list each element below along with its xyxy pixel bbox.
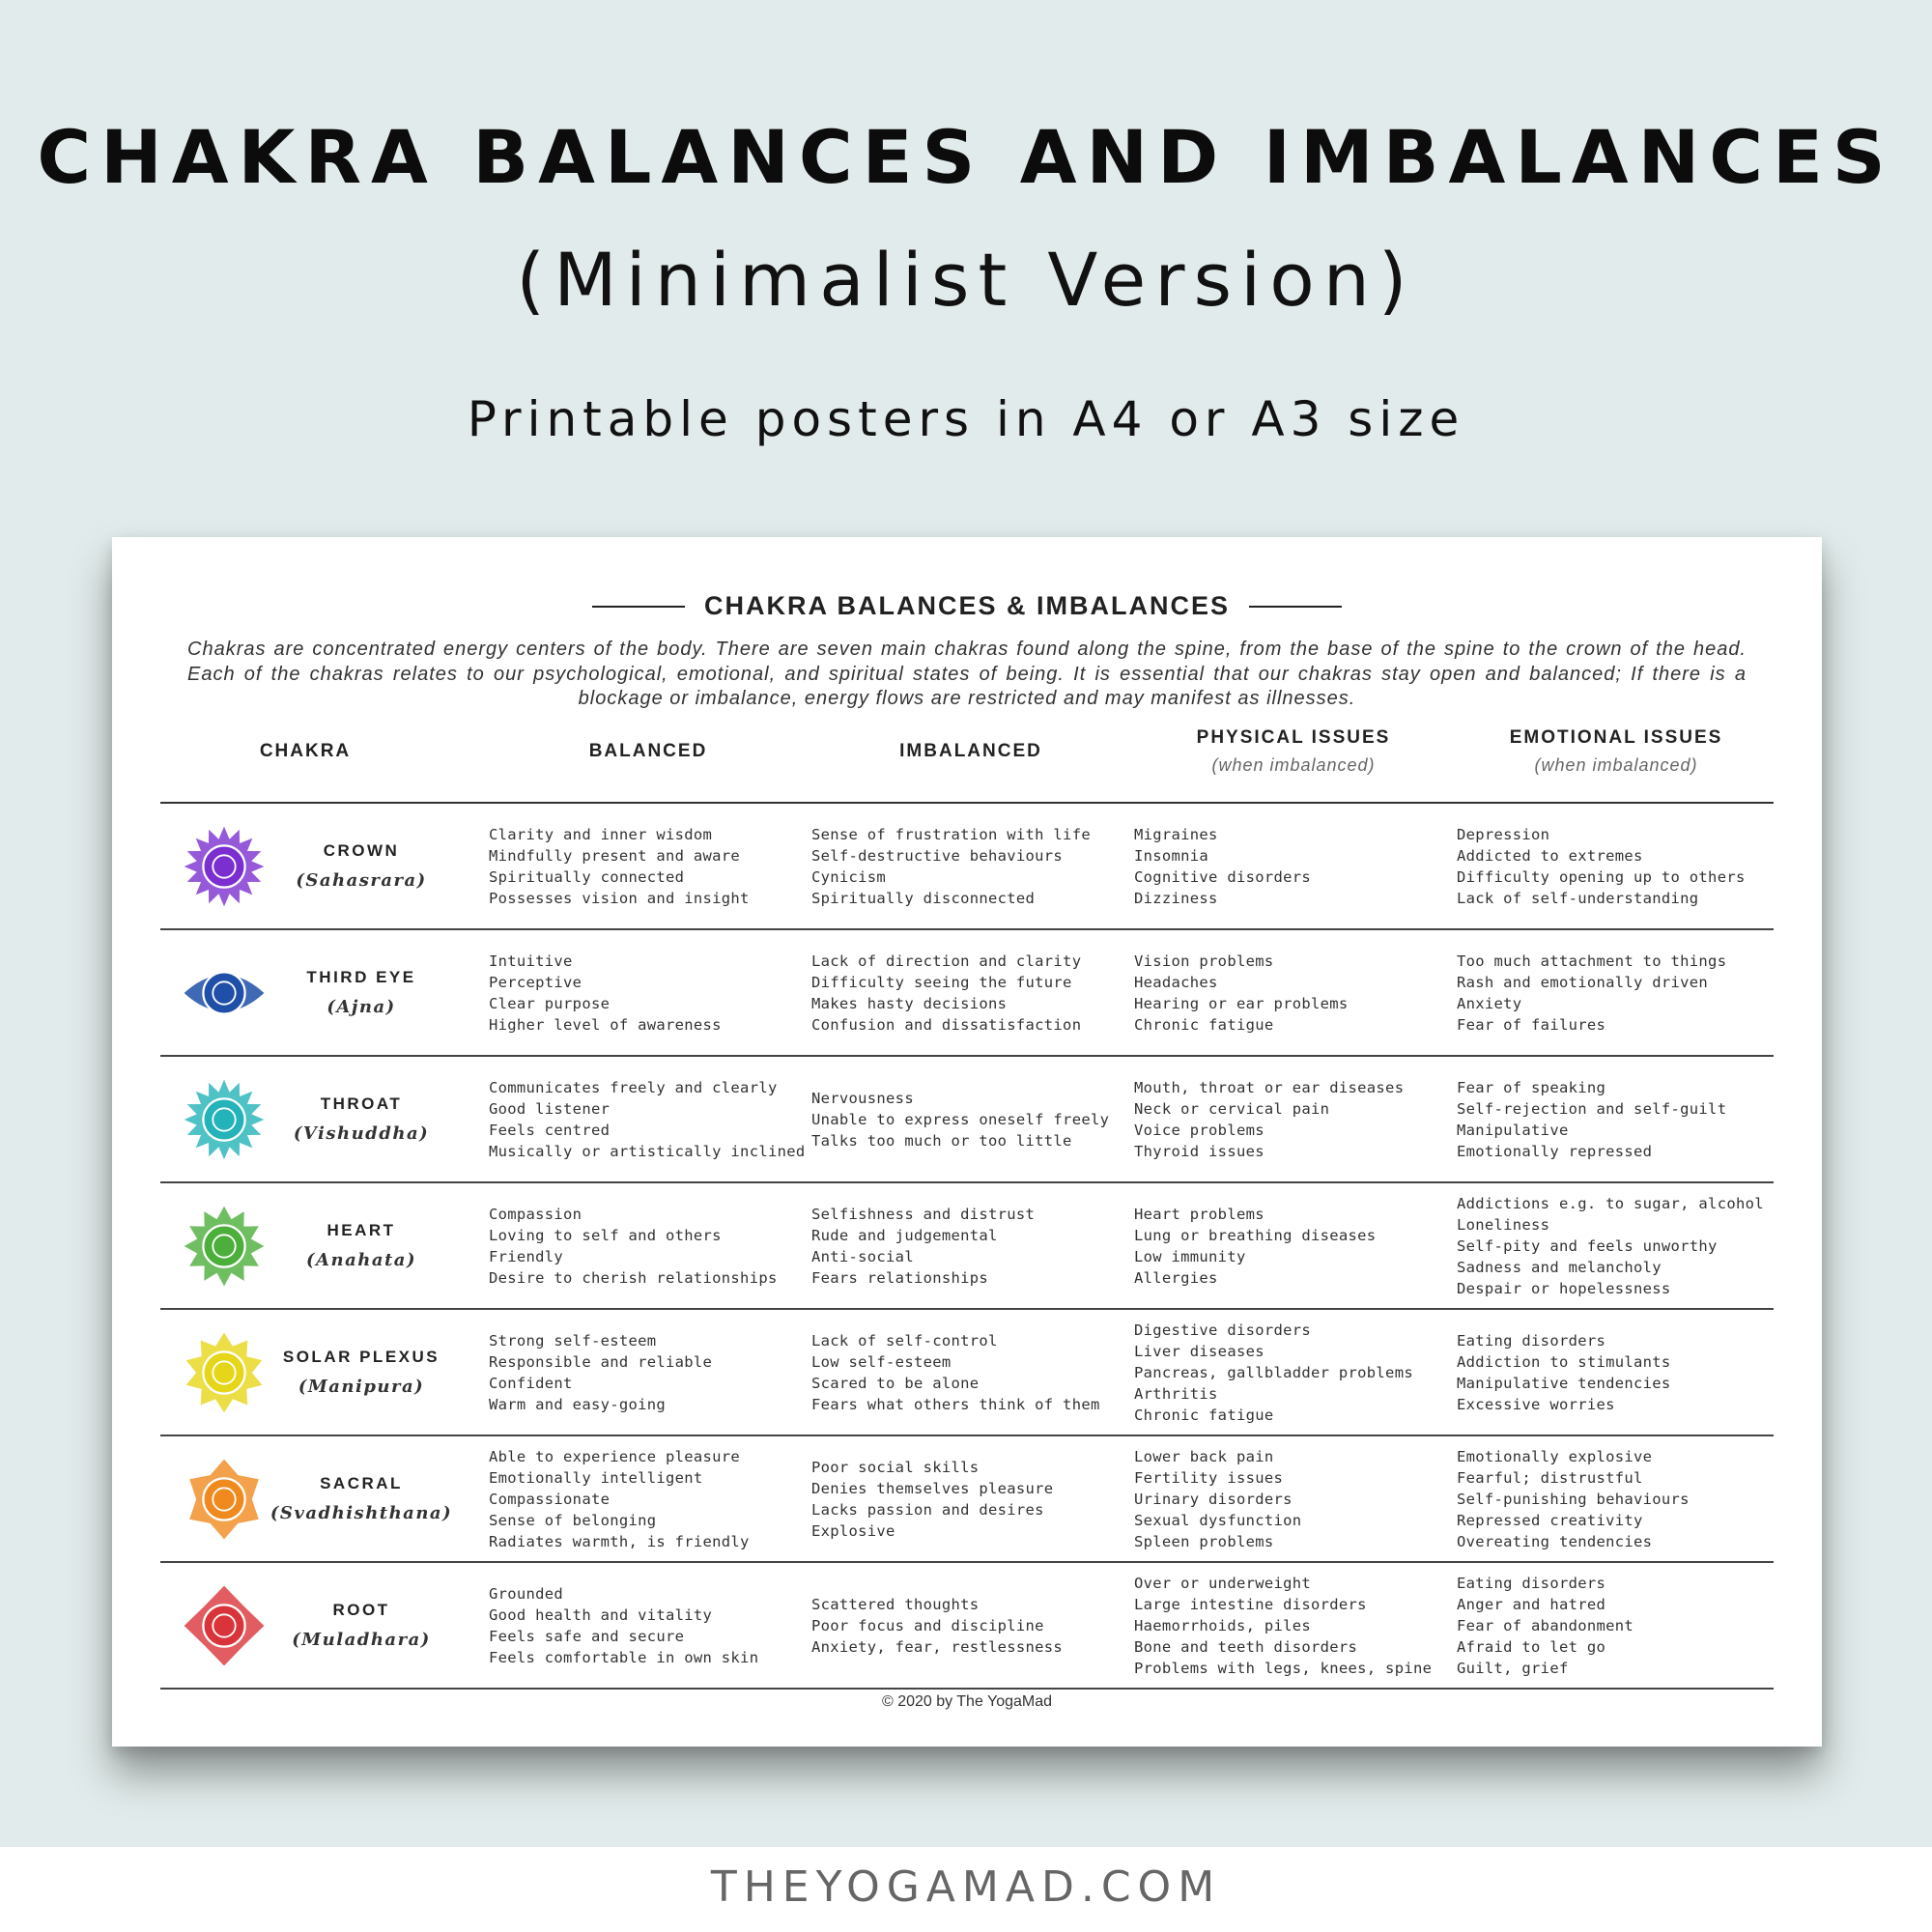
- balanced-item: Compassion: [489, 1205, 582, 1223]
- poster-preview: [112, 537, 1822, 1747]
- balanced-cell: [489, 1436, 808, 1561]
- imbalanced-item: Difficulty seeing the future: [811, 973, 1072, 991]
- emotional-item: Repressed creativity: [1457, 1511, 1643, 1529]
- emotional-item: Too much attachment to things: [1457, 952, 1727, 970]
- footer-site: THEYOGAMAD.COM: [710, 1862, 1222, 1912]
- chakra-sanskrit-name: (Anahata): [306, 1250, 416, 1270]
- chakra-name: THROAT: [320, 1094, 403, 1113]
- imbalanced-item: Selfishness and distrust: [811, 1205, 1036, 1223]
- physical-item: Neck or cervical pain: [1134, 1099, 1330, 1118]
- imbalanced-item: Rude and judgemental: [811, 1226, 998, 1244]
- emotional-cell: [1457, 804, 1776, 928]
- balanced-cell: [489, 1310, 808, 1435]
- imbalanced-item: Scared to be alone: [811, 1374, 980, 1392]
- balanced-item: Feels centred: [489, 1121, 611, 1139]
- sub-title: (Minimalist Version): [516, 237, 1416, 323]
- physical-item: Haemorrhoids, piles: [1134, 1616, 1312, 1634]
- physical-item: Cognitive disorders: [1134, 867, 1312, 886]
- physical-item: Allergies: [1134, 1268, 1218, 1287]
- balanced-item: Good health and vitality: [489, 1605, 713, 1624]
- emotional-item: Depression: [1457, 825, 1550, 843]
- physical-item: Large intestine disorders: [1134, 1595, 1367, 1613]
- balanced-item: Spiritually connected: [489, 867, 685, 886]
- physical-item: Urinary disorders: [1134, 1490, 1293, 1508]
- physical-item: Fertility issues: [1134, 1468, 1284, 1487]
- balanced-item: Intuitive: [489, 952, 573, 970]
- chakra-icon-wrap: [178, 1076, 270, 1163]
- emotional-cell: [1457, 1436, 1776, 1561]
- balanced-item: Warm and easy-going: [489, 1395, 667, 1413]
- chakra-name: CROWN: [323, 841, 400, 860]
- imbalanced-item: Cynicism: [811, 867, 887, 886]
- tagline: Printable posters in A4 or A3 size: [467, 391, 1465, 447]
- table-row: [160, 930, 1774, 1057]
- chakra-sanskrit-name: (Muladhara): [292, 1630, 431, 1650]
- balanced-item: Sense of belonging: [489, 1511, 657, 1529]
- balanced-item: Musically or artistically inclined: [489, 1142, 806, 1160]
- table-row: [160, 1563, 1774, 1690]
- balanced-item: Emotionally intelligent: [489, 1468, 703, 1487]
- imbalanced-item: Sense of frustration with life: [811, 825, 1091, 843]
- chakra-icon-wrap: [178, 1456, 270, 1543]
- physical-item: Arthritis: [1134, 1384, 1218, 1403]
- column-header-physical-label: PHYSICAL ISSUES: [1196, 727, 1391, 748]
- physical-item: Migraines: [1134, 825, 1218, 843]
- emotional-cell: [1457, 1183, 1776, 1308]
- imbalanced-cell: [811, 1310, 1130, 1435]
- root-chakra-icon: [178, 1582, 270, 1669]
- chakra-name: SACRAL: [320, 1474, 403, 1492]
- balanced-item: Clear purpose: [489, 994, 611, 1012]
- chakra-sanskrit-name: (Sahasrara): [296, 870, 427, 891]
- emotional-item: Difficulty opening up to others: [1457, 867, 1746, 886]
- imbalanced-cell: [811, 1183, 1130, 1308]
- physical-item: Bone and teeth disorders: [1134, 1637, 1358, 1656]
- emotional-item: Overeating tendencies: [1457, 1532, 1653, 1550]
- chakra-name-cell: [274, 930, 448, 1055]
- chakra-icon-wrap: [178, 1203, 270, 1290]
- imbalanced-item: Lack of direction and clarity: [811, 952, 1082, 970]
- emotional-item: Manipulative tendencies: [1457, 1374, 1671, 1392]
- main-title: CHAKRA BALANCES AND IMBALANCES: [37, 114, 1895, 200]
- emotional-item: Fear of abandonment: [1457, 1616, 1634, 1634]
- balanced-item: Able to experience pleasure: [489, 1447, 741, 1465]
- emotional-cell: [1457, 1057, 1776, 1181]
- physical-cell: [1134, 1310, 1453, 1435]
- balanced-item: Possesses vision and insight: [489, 889, 750, 907]
- column-header-imbalanced-label: IMBALANCED: [899, 741, 1042, 761]
- imbalanced-item: Self-destructive behaviours: [811, 846, 1064, 865]
- emotional-item: Loneliness: [1457, 1215, 1550, 1234]
- physical-item: Heart problems: [1134, 1205, 1264, 1223]
- heading-rule-right: [1249, 606, 1342, 608]
- emotional-item: Addiction to stimulants: [1457, 1352, 1671, 1371]
- physical-item: Headaches: [1134, 973, 1218, 991]
- balanced-item: Desire to cherish relationships: [489, 1268, 778, 1287]
- table-row: [160, 1183, 1774, 1310]
- emotional-item: Afraid to let go: [1457, 1637, 1606, 1656]
- table-row: [160, 1436, 1774, 1563]
- balanced-item: Clarity and inner wisdom: [489, 825, 713, 843]
- column-header-imbalanced: [811, 738, 1130, 765]
- intro-paragraph: Chakras are concentrated energy centers of the body. There are seven main chakras found along the spine, from the base of the spine to the crown of the head. Each of the chakras relates to our psychological, emotional, and spiritual states of being. It is essential that our chakras stay open and balanced; If there is a blockage or imbalance, energy flows are restricted and may manifest as illnesses.: [187, 639, 1747, 709]
- balanced-cell: [489, 1183, 808, 1308]
- column-header-emotional: [1457, 724, 1776, 779]
- chakra-sanskrit-name: (Manipura): [298, 1377, 425, 1397]
- emotional-item: Emotionally explosive: [1457, 1447, 1653, 1465]
- balanced-cell: [489, 1563, 808, 1688]
- balanced-item: Good listener: [489, 1099, 611, 1118]
- emotional-item: Self-pity and feels unworthy: [1457, 1236, 1718, 1255]
- chakra-name: HEART: [327, 1221, 396, 1239]
- balanced-cell: [489, 804, 808, 928]
- chakra-icon-wrap: [178, 1582, 270, 1669]
- emotional-item: Sadness and melancholy: [1457, 1258, 1662, 1276]
- emotional-item: Anxiety: [1457, 994, 1522, 1012]
- balanced-item: Grounded: [489, 1584, 564, 1603]
- imbalanced-item: Anxiety, fear, restlessness: [811, 1637, 1064, 1656]
- balanced-item: Friendly: [489, 1247, 564, 1265]
- emotional-item: Addictions e.g. to sugar, alcohol: [1457, 1194, 1764, 1212]
- table-row: [160, 804, 1774, 930]
- emotional-item: Manipulative: [1457, 1121, 1569, 1139]
- balanced-item: Confident: [489, 1374, 573, 1392]
- physical-cell: [1134, 1563, 1453, 1688]
- chakra-sanskrit-name: (Vishuddha): [293, 1123, 430, 1144]
- emotional-cell: [1457, 1563, 1776, 1688]
- poster-heading: [112, 591, 1822, 621]
- physical-item: Digestive disorders: [1134, 1321, 1312, 1339]
- chakra-table: [160, 802, 1774, 1690]
- imbalanced-item: Confusion and dissatisfaction: [811, 1015, 1082, 1034]
- chakra-icon-wrap: [178, 823, 270, 910]
- imbalanced-item: Nervousness: [811, 1089, 914, 1107]
- chakra-sanskrit-name: (Ajna): [327, 997, 396, 1017]
- solar-plexus-chakra-icon: [178, 1329, 270, 1416]
- imbalanced-item: Spiritually disconnected: [811, 889, 1036, 907]
- emotional-item: Fearful; distrustful: [1457, 1468, 1643, 1487]
- imbalanced-item: Lack of self-control: [811, 1331, 998, 1350]
- heading-rule-left: [592, 606, 685, 608]
- chakra-sanskrit-name: (Svadhishthana): [270, 1503, 453, 1523]
- emotional-item: Anger and hatred: [1457, 1595, 1606, 1613]
- emotional-item: Self-rejection and self-guilt: [1457, 1099, 1727, 1118]
- chakra-name-cell: [274, 804, 448, 928]
- balanced-cell: [489, 930, 808, 1055]
- column-header-chakra-label: CHAKRA: [259, 741, 352, 761]
- chakra-name-cell: [274, 1183, 448, 1308]
- chakra-name: SOLAR PLEXUS: [282, 1348, 440, 1366]
- column-header-physical-note: (when imbalanced): [1211, 755, 1376, 775]
- balanced-item: Compassionate: [489, 1490, 611, 1508]
- imbalanced-item: Poor social skills: [811, 1458, 980, 1476]
- chakra-name-cell: [274, 1310, 448, 1435]
- column-header-chakra: [160, 738, 450, 765]
- emotional-item: Emotionally repressed: [1457, 1142, 1653, 1160]
- balanced-item: Strong self-esteem: [489, 1331, 657, 1350]
- imbalanced-item: Talks too much or too little: [811, 1131, 1072, 1150]
- physical-item: Mouth, throat or ear diseases: [1134, 1078, 1405, 1096]
- crown-chakra-icon: [178, 823, 270, 910]
- balanced-item: Communicates freely and clearly: [489, 1078, 778, 1096]
- imbalanced-item: Unable to express oneself freely: [811, 1110, 1110, 1128]
- emotional-cell: [1457, 1310, 1776, 1435]
- sacral-chakra-icon: [178, 1456, 270, 1543]
- physical-item: Thyroid issues: [1134, 1142, 1264, 1160]
- imbalanced-cell: [811, 1563, 1130, 1688]
- physical-item: Chronic fatigue: [1134, 1406, 1274, 1424]
- third-eye-chakra-icon: [178, 950, 270, 1037]
- emotional-cell: [1457, 930, 1776, 1055]
- column-header-balanced: [489, 738, 808, 765]
- balanced-item: Feels comfortable in own skin: [489, 1648, 759, 1666]
- balanced-cell: [489, 1057, 808, 1181]
- physical-item: Liver diseases: [1134, 1342, 1264, 1360]
- copyright: © 2020 by The YogaMad: [881, 1693, 1053, 1710]
- physical-item: Over or underweight: [1134, 1574, 1312, 1592]
- physical-item: Spleen problems: [1134, 1532, 1274, 1550]
- imbalanced-item: Makes hasty decisions: [811, 994, 1008, 1012]
- heart-chakra-icon: [178, 1203, 270, 1290]
- chakra-name-cell: [274, 1057, 448, 1181]
- table-row: [160, 1057, 1774, 1183]
- poster-heading-text: CHAKRA BALANCES & IMBALANCES: [704, 591, 1230, 620]
- physical-cell: [1134, 930, 1453, 1055]
- emotional-item: Fear of speaking: [1457, 1078, 1606, 1096]
- imbalanced-item: Explosive: [811, 1521, 895, 1540]
- physical-item: Chronic fatigue: [1134, 1015, 1274, 1034]
- physical-item: Dizziness: [1134, 889, 1218, 907]
- physical-item: Pancreas, gallbladder problems: [1134, 1363, 1413, 1381]
- imbalanced-cell: [811, 1436, 1130, 1561]
- table-row: [160, 1310, 1774, 1436]
- column-header-physical: [1134, 724, 1453, 779]
- imbalanced-item: Low self-esteem: [811, 1352, 952, 1371]
- physical-item: Problems with legs, knees, spine: [1134, 1659, 1433, 1677]
- throat-chakra-icon: [178, 1076, 270, 1163]
- imbalanced-cell: [811, 930, 1130, 1055]
- balanced-item: Higher level of awareness: [489, 1015, 722, 1034]
- emotional-item: Fear of failures: [1457, 1015, 1606, 1034]
- balanced-item: Perceptive: [489, 973, 582, 991]
- physical-item: Sexual dysfunction: [1134, 1511, 1302, 1529]
- physical-item: Hearing or ear problems: [1134, 994, 1349, 1012]
- imbalanced-item: Anti-social: [811, 1247, 914, 1265]
- column-header-emotional-note: (when imbalanced): [1534, 755, 1698, 775]
- physical-item: Insomnia: [1134, 846, 1209, 865]
- emotional-item: Rash and emotionally driven: [1457, 973, 1709, 991]
- emotional-item: Lack of self-understanding: [1457, 889, 1699, 907]
- imbalanced-cell: [811, 1057, 1130, 1181]
- physical-item: Low immunity: [1134, 1247, 1246, 1265]
- chakra-name: THIRD EYE: [306, 968, 416, 986]
- emotional-item: Addicted to extremes: [1457, 846, 1643, 865]
- physical-item: Vision problems: [1134, 952, 1274, 970]
- physical-item: Voice problems: [1134, 1121, 1264, 1139]
- balanced-item: Radiates warmth, is friendly: [489, 1532, 750, 1550]
- emotional-item: Self-punishing behaviours: [1457, 1490, 1690, 1508]
- emotional-item: Despair or hopelessness: [1457, 1279, 1671, 1297]
- column-header-emotional-label: EMOTIONAL ISSUES: [1509, 727, 1723, 748]
- imbalanced-item: Poor focus and discipline: [811, 1616, 1044, 1634]
- imbalanced-item: Denies themselves pleasure: [811, 1479, 1054, 1497]
- balanced-item: Responsible and reliable: [489, 1352, 713, 1371]
- imbalanced-item: Scattered thoughts: [811, 1595, 980, 1613]
- chakra-icon-wrap: [178, 1329, 270, 1416]
- imbalanced-item: Fears relationships: [811, 1268, 989, 1287]
- physical-cell: [1134, 1183, 1453, 1308]
- imbalanced-item: Lacks passion and desires: [811, 1500, 1044, 1519]
- chakra-name: ROOT: [332, 1601, 390, 1619]
- imbalanced-cell: [811, 804, 1130, 928]
- emotional-item: Excessive worries: [1457, 1395, 1615, 1413]
- physical-item: Lung or breathing diseases: [1134, 1226, 1377, 1244]
- physical-cell: [1134, 1436, 1453, 1561]
- chakra-name-cell: [270, 1436, 453, 1561]
- physical-cell: [1134, 1057, 1453, 1181]
- emotional-item: Eating disorders: [1457, 1574, 1606, 1592]
- physical-item: Lower back pain: [1134, 1447, 1274, 1465]
- physical-cell: [1134, 804, 1453, 928]
- balanced-item: Feels safe and secure: [489, 1627, 685, 1645]
- emotional-item: Guilt, grief: [1457, 1659, 1569, 1677]
- chakra-icon-wrap: [178, 950, 270, 1037]
- imbalanced-item: Fears what others think of them: [811, 1395, 1100, 1413]
- chakra-name-cell: [274, 1563, 448, 1688]
- column-header-balanced-label: BALANCED: [588, 741, 708, 761]
- balanced-item: Loving to self and others: [489, 1226, 722, 1244]
- balanced-item: Mindfully present and aware: [489, 846, 741, 865]
- emotional-item: Eating disorders: [1457, 1331, 1606, 1350]
